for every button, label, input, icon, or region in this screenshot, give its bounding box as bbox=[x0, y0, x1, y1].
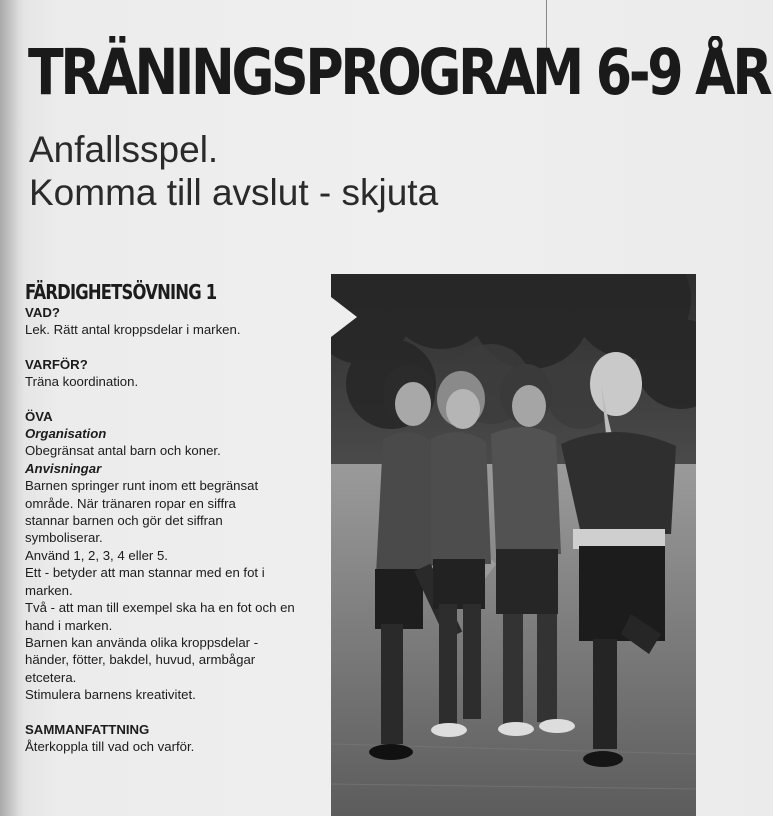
anvisningar-line: Ett - betyder att man stannar med en fot i bbox=[25, 565, 265, 581]
anvisningar-line: hand i marken. bbox=[25, 617, 113, 633]
anvisningar-line: område. När tränaren ropar en siffra bbox=[25, 495, 236, 511]
organisation-text: Obegränsat antal barn och koner. bbox=[25, 443, 221, 459]
vad-label: VAD? bbox=[25, 305, 60, 320]
anvisningar-line: etcetera. bbox=[25, 669, 77, 685]
photo-notch bbox=[331, 297, 357, 337]
anvisningar-label: Anvisningar bbox=[25, 460, 102, 476]
exercise-heading: FÄRDIGHETSÖVNING 1 bbox=[25, 280, 217, 304]
page-title: TRÄNINGSPROGRAM 6-9 ÅR bbox=[28, 36, 770, 109]
anvisningar-line: symboliserar. bbox=[25, 530, 103, 546]
anvisningar-line: stannar barnen och gör det siffran bbox=[25, 513, 223, 529]
players-photo bbox=[331, 274, 696, 816]
ova-label: ÖVA bbox=[25, 408, 53, 424]
anvisningar-line: Två - att man till exempel ska ha en fot och en bbox=[25, 600, 295, 616]
page-subtitle bbox=[29, 128, 438, 214]
anvisningar-line: händer, fötter, bakdel, huvud, armbågar bbox=[25, 652, 256, 668]
players-photo-illustration bbox=[331, 274, 696, 816]
varfor-label: VARFÖR? bbox=[25, 356, 88, 372]
exercise-section bbox=[25, 280, 325, 755]
page-binding-shadow bbox=[0, 0, 24, 816]
anvisningar-line: Barnen kan använda olika kroppsdelar - bbox=[25, 634, 259, 650]
varfor-text: Träna koordination. bbox=[25, 374, 139, 390]
anvisningar-line: Stimulera barnens kreativitet. bbox=[25, 687, 196, 703]
subtitle-line-2: Komma till avslut - skjuta bbox=[29, 172, 439, 213]
sammanfattning-label: SAMMANFATTNING bbox=[25, 721, 150, 737]
sammanfattning-text: Återkoppla till vad och varför. bbox=[25, 738, 195, 754]
anvisningar-line: Barnen springer runt inom ett begränsat bbox=[25, 478, 259, 494]
organisation-label: Organisation bbox=[25, 426, 107, 442]
anvisningar-line: Använd 1, 2, 3, 4 eller 5. bbox=[25, 547, 168, 563]
anvisningar-text bbox=[25, 477, 325, 703]
subtitle-line-1: Anfallsspel. bbox=[29, 129, 219, 170]
anvisningar-line: marken. bbox=[25, 582, 73, 598]
vad-text: Lek. Rätt antal kroppsdelar i marken. bbox=[25, 322, 241, 338]
